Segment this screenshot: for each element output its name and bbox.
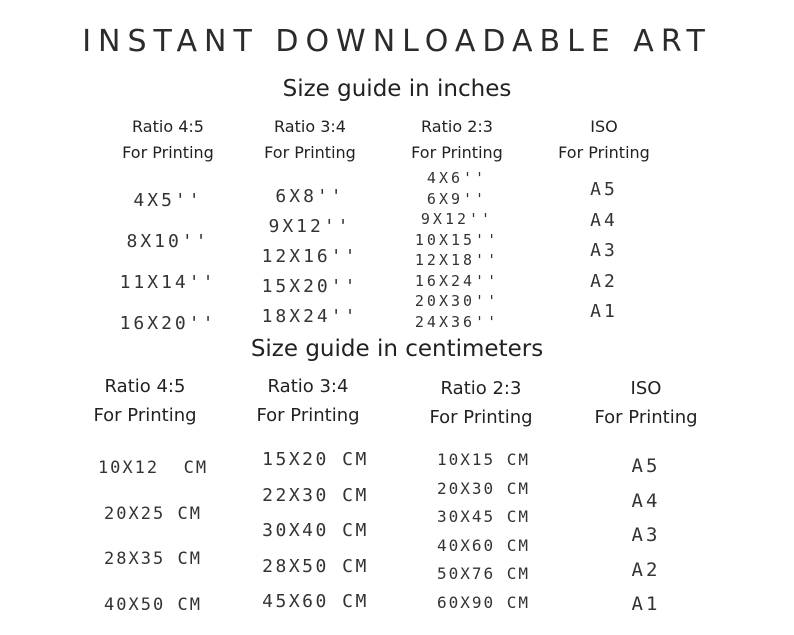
centimeters-heading: Size guide in centimeters — [250, 336, 544, 362]
size-item: A2 — [631, 558, 661, 581]
size-item: A5 — [631, 455, 661, 477]
size-item: 60X90 CM — [436, 592, 531, 612]
size-item: 28X35 CM — [104, 549, 202, 569]
size-item: A4 — [590, 209, 618, 231]
size-item: A1 — [631, 593, 661, 615]
column-purpose-label: For Printing — [411, 143, 503, 162]
inches-sizes-iso — [544, 175, 664, 328]
column-purpose-label: For Printing — [93, 405, 197, 426]
size-item: 28X50 CM — [262, 555, 369, 577]
column-ratio-label: Ratio 2:3 — [421, 117, 493, 136]
column-purpose-label: For Printing — [264, 143, 356, 162]
size-item: A2 — [590, 270, 618, 292]
size-item: 50X76 CM — [436, 564, 531, 583]
size-item: 24X36'' — [414, 312, 500, 331]
size-item: 4X6'' — [426, 169, 488, 187]
size-item: A1 — [590, 301, 618, 322]
inches-sizes-ratio-2-3 — [387, 168, 527, 332]
size-item: 11X14'' — [119, 272, 217, 293]
size-item: A3 — [631, 524, 661, 546]
size-item: 20X30 CM — [436, 478, 531, 498]
column-purpose-label: For Printing — [122, 143, 214, 162]
inches-heading: Size guide in inches — [282, 76, 512, 102]
size-item: 40X50 CM — [104, 594, 202, 615]
inches-column-iso — [544, 114, 664, 166]
size-item: A3 — [590, 240, 618, 261]
size-item: 4X5'' — [133, 190, 203, 211]
size-item: A5 — [590, 179, 618, 200]
cm-column-ratio-4-5 — [80, 372, 210, 430]
size-item: 9X12'' — [268, 216, 352, 237]
size-item: 45X60 CM — [262, 591, 369, 612]
cm-column-iso — [581, 374, 711, 432]
size-item: 8X10'' — [126, 231, 210, 252]
size-item: 12X16'' — [261, 246, 359, 267]
size-item: 10X12 CM — [97, 458, 209, 478]
size-item: 16X20'' — [119, 313, 217, 334]
size-item: A4 — [631, 489, 661, 512]
inches-sizes-ratio-3-4 — [240, 182, 380, 332]
size-item: 15X20 CM — [262, 449, 369, 470]
size-item: 12X18'' — [414, 251, 500, 269]
inches-column-ratio-2-3 — [397, 114, 517, 166]
size-item: 30X40 CM — [262, 520, 369, 541]
column-ratio-label: Ratio 4:5 — [104, 376, 186, 397]
column-ratio-label: Ratio 4:5 — [132, 117, 204, 136]
size-item: 20X30'' — [414, 292, 500, 310]
size-item: 15X20'' — [261, 276, 359, 297]
size-item: 40X60 CM — [436, 535, 531, 555]
cm-column-ratio-2-3 — [416, 374, 546, 432]
cm-sizes-iso — [586, 449, 706, 622]
column-ratio-label: Ratio 3:4 — [267, 376, 349, 397]
size-item: 18X24'' — [261, 306, 359, 327]
size-item: 20X25 CM — [104, 503, 202, 524]
size-item: 10X15'' — [414, 230, 500, 249]
inches-column-ratio-3-4 — [250, 114, 370, 166]
column-ratio-label: Ratio 2:3 — [440, 378, 522, 399]
column-ratio-label: ISO — [630, 378, 662, 399]
inches-sizes-ratio-4-5 — [98, 180, 238, 344]
cm-column-ratio-3-4 — [243, 372, 373, 430]
cm-sizes-ratio-4-5 — [78, 446, 228, 628]
column-purpose-label: For Printing — [256, 405, 360, 426]
inches-column-ratio-4-5 — [108, 114, 228, 166]
column-purpose-label: For Printing — [594, 407, 698, 428]
size-item: 22X30 CM — [262, 484, 369, 506]
size-item: 16X24'' — [414, 271, 500, 290]
cm-sizes-ratio-2-3 — [411, 446, 556, 617]
cm-sizes-ratio-3-4 — [238, 442, 393, 620]
column-purpose-label: For Printing — [429, 407, 533, 428]
size-item: 30X45 CM — [436, 507, 531, 526]
size-item: 10X15 CM — [436, 450, 531, 469]
size-item: 6X9'' — [426, 189, 488, 208]
page-title: INSTANT DOWNLOADABLE ART — [82, 24, 712, 59]
column-purpose-label: For Printing — [558, 143, 650, 162]
column-ratio-label: ISO — [590, 117, 618, 136]
size-item: 9X12'' — [420, 210, 494, 228]
column-ratio-label: Ratio 3:4 — [274, 117, 346, 136]
size-item: 6X8'' — [275, 186, 345, 207]
